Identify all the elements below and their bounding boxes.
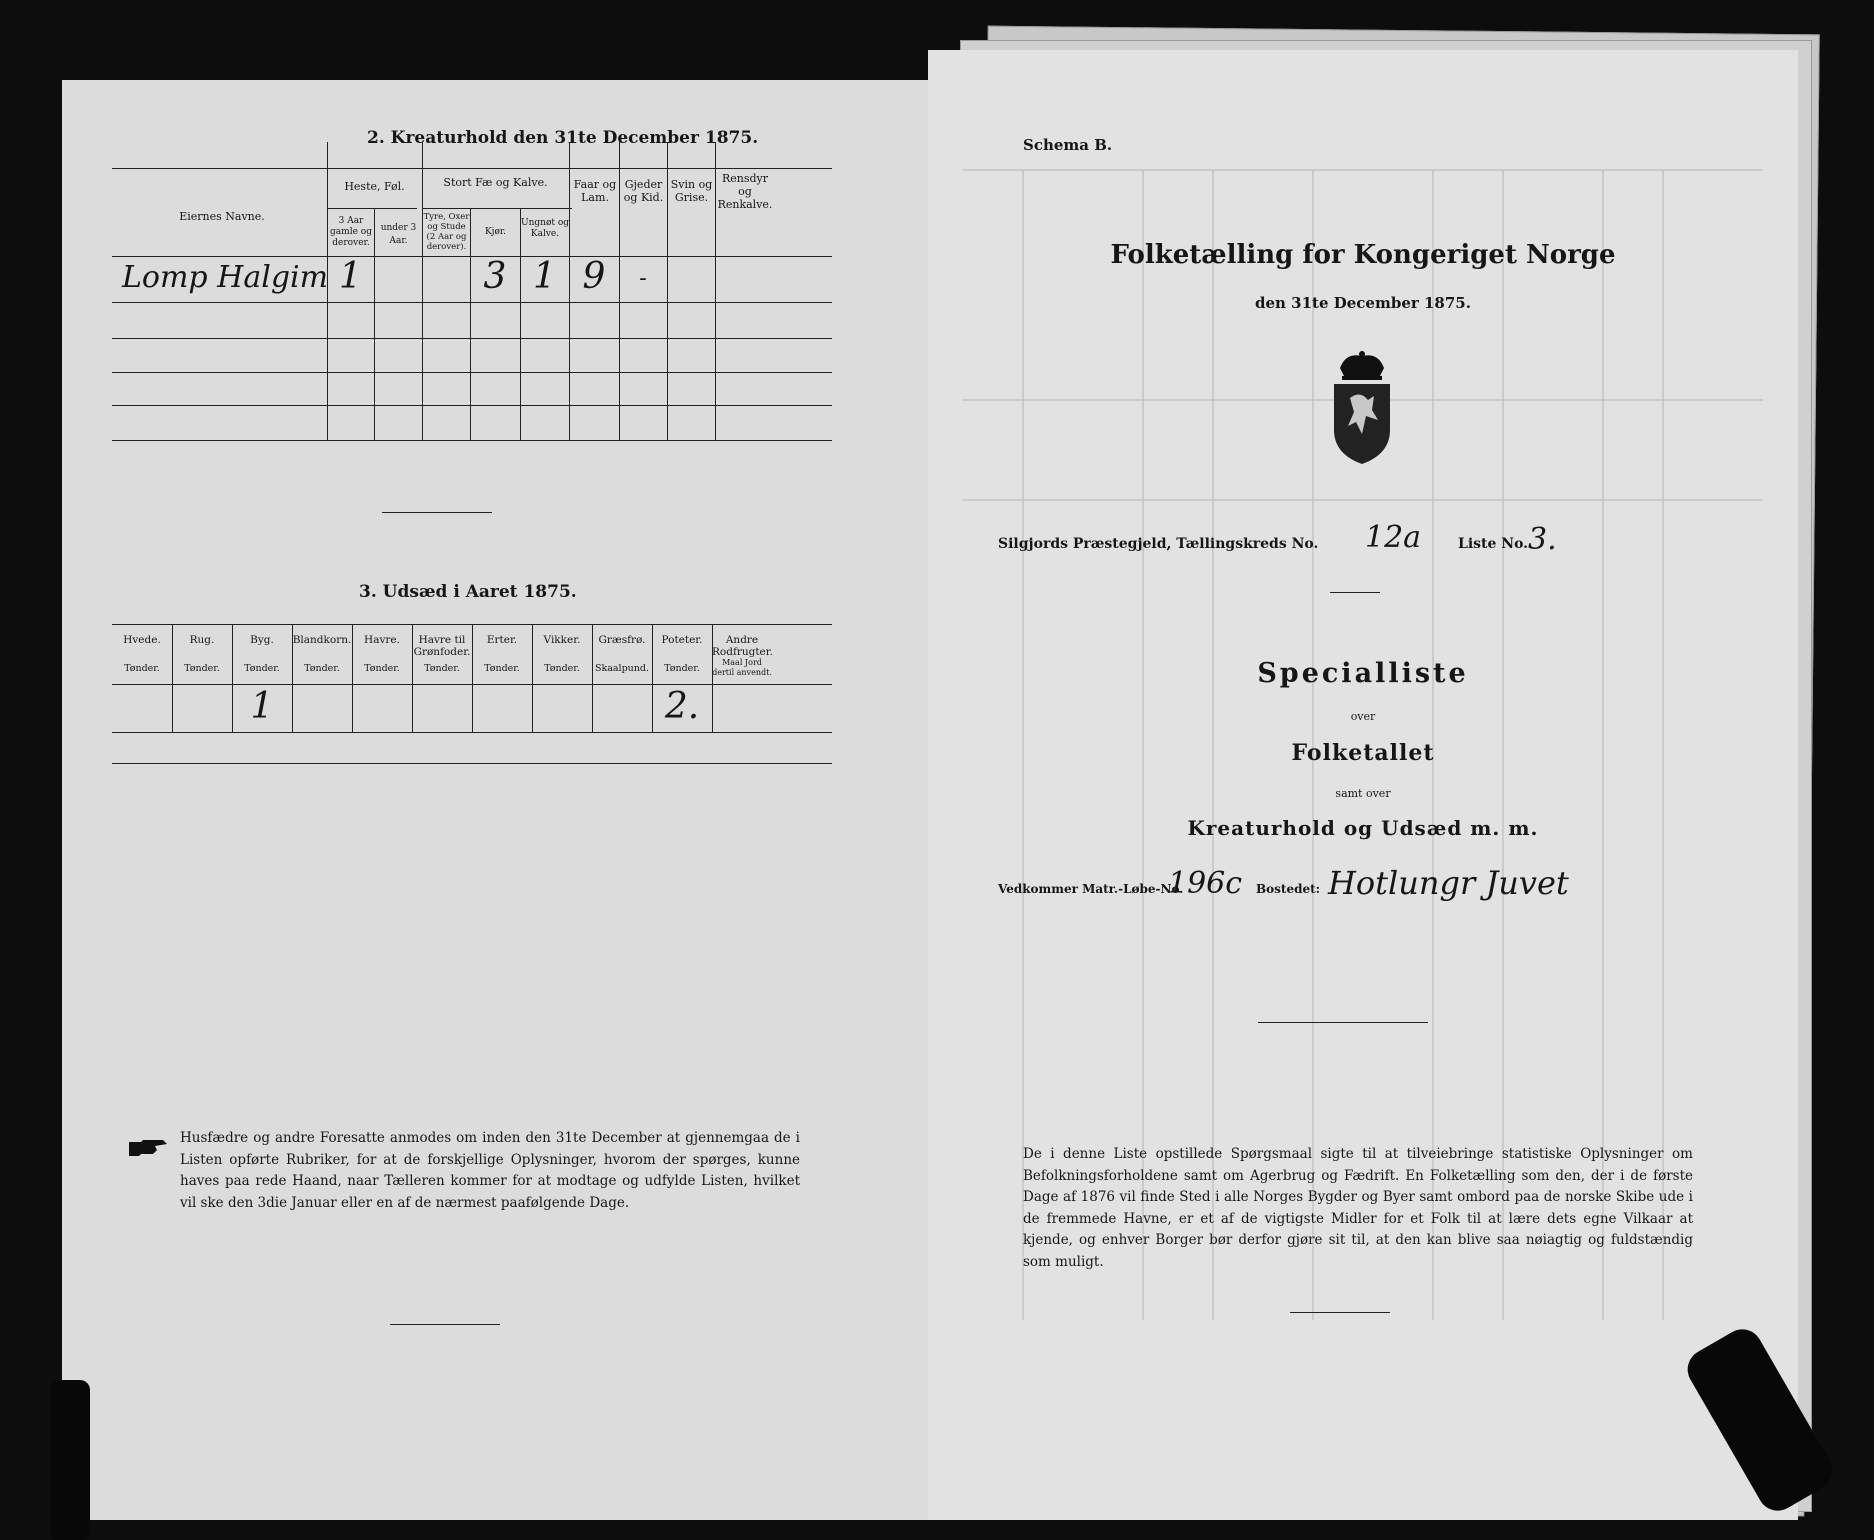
seed-col-header: Havre.	[364, 634, 400, 646]
seed-col-unit: Tønder.	[244, 663, 280, 674]
divider	[1290, 1312, 1390, 1313]
kreds-number: 12a	[1365, 520, 1422, 555]
notice-text: Husfædre og andre Foresatte anmodes om inden den 31te December at gjennemgaa de i Listen opførte Rubriker, for at de forskjellige Oplysninger, hvorom der spørges, kunne haves paa rede Haand, naar Tælleren kommer for at modtage og udfylde Listen, hvilket vil ske den 3die Januar eller en af de nærmest paafølgende Dage.	[180, 1130, 800, 1211]
seed-col-unit: Tønder.	[484, 663, 520, 674]
seed-col-value: 2.	[664, 686, 700, 727]
census-date: den 31te December 1875.	[1255, 294, 1471, 312]
seed-col-unit: Tønder.	[364, 663, 400, 674]
specialliste-heading: Specialliste	[1257, 658, 1469, 689]
divider	[1330, 592, 1380, 593]
horses-young-header: under 3 Aar.	[380, 223, 417, 246]
table-rule	[112, 405, 832, 406]
table-col-rule	[520, 208, 521, 440]
table-col-rule	[470, 208, 471, 440]
seed-col-header: Græsfrø.	[598, 634, 646, 646]
pigs-header: Svin og Grise.	[670, 178, 713, 204]
seed-col-value: 1	[250, 686, 274, 727]
young-cattle-header: Ungnøt og Kalve.	[521, 218, 570, 239]
sheep-value: 9	[582, 256, 606, 297]
binder-clip	[50, 1380, 90, 1540]
seed-col-header: Vikker.	[543, 634, 581, 646]
table-rule	[112, 168, 832, 169]
cows-value: 3	[483, 256, 507, 297]
page-end-rule	[112, 763, 832, 764]
reindeer-header: Rensdyr og Renkalve.	[717, 172, 773, 211]
cattle-header: Stort Fæ og Kalve.	[443, 176, 548, 189]
kreaturhold-heading: Kreaturhold og Udsæd m. m.	[1187, 816, 1539, 840]
horses-old-header: 3 Aar gamle og derover.	[330, 216, 372, 248]
section-divider	[382, 512, 492, 513]
owner-name: Lomp Halgim	[122, 260, 329, 295]
seed-title: 3. Udsæd i Aaret 1875.	[359, 582, 577, 602]
sheep-header: Faar og Lam.	[573, 178, 617, 204]
table-col-rule	[715, 142, 716, 440]
schema-label: Schema B.	[1023, 136, 1113, 154]
folketallet-heading: Folketallet	[1291, 740, 1435, 766]
horses-header: Heste, Føl.	[344, 180, 405, 193]
seed-col-header: Rug.	[189, 634, 215, 646]
seed-col-header: Erter.	[486, 634, 518, 646]
divider	[1258, 1022, 1428, 1023]
seed-col-unit: Tønder.	[184, 663, 220, 674]
seed-col-header: Poteter.	[661, 634, 703, 646]
prestegjeld-label: Silgjords Præstegjeld, Tællingskreds No.	[998, 536, 1319, 552]
seed-col-unit: Tønder.	[124, 663, 160, 674]
norway-coat-of-arms-icon	[1326, 350, 1398, 466]
table-rule	[112, 338, 832, 339]
left-page	[62, 80, 934, 1520]
seed-col-header: Andre Rodfrugter.	[712, 634, 773, 658]
table-rule	[112, 302, 832, 303]
samt-over-text: samt over	[1335, 787, 1391, 800]
goats-value: -	[639, 266, 647, 291]
seed-col-header: Havre til Grønfoder.	[413, 634, 471, 658]
seed-col-unit: Skaalpund.	[594, 663, 650, 674]
seed-rule	[112, 732, 832, 733]
goats-header: Gjeder og Kid.	[623, 178, 664, 204]
signature-rule	[390, 1324, 500, 1325]
owner-header: Eiernes Navne.	[179, 210, 265, 223]
seed-col-header: Blandkorn.	[292, 634, 352, 646]
cows-header: Kjør.	[484, 227, 507, 237]
matr-label: Vedkommer Matr.-Løbe-No.	[998, 882, 1184, 896]
table-rule	[112, 372, 832, 373]
over-text: over	[1350, 710, 1376, 723]
liste-number: 3.	[1528, 522, 1557, 557]
pointing-hand-icon	[127, 1138, 169, 1158]
seed-col-header: Byg.	[250, 634, 274, 646]
horses-old-value: 1	[339, 256, 362, 297]
seed-col-unit: Tønder.	[304, 663, 340, 674]
bostedet-value: Hotlungr Juvet	[1328, 864, 1569, 902]
table-rule	[327, 208, 417, 209]
instructions-text: De i denne Liste opstillede Spørgsmaal sigte til at tilveiebringe statistiske Oplysninger om Befolkningsforholdene samt om Agerbrug og Fædrift. En Folketælling som den, der i de første Dage af 1876 vil finde Sted i alle Norges Bygder og Byer samt ombord paa de norske Skibe ude i de fremmede Havne, er et af de vigtigste Midler for et Folk til at lære dets egne Vilkaar at kjende, og enhver Borger bør derfor gjøre sit til, at den kan blive saa nøiagtig og fuldstændig som muligt.	[1023, 1146, 1693, 1270]
liste-label: Liste No.	[1458, 536, 1529, 552]
bostedet-label: Bostedet:	[1256, 882, 1321, 896]
young-cattle-value: 1	[533, 256, 556, 297]
matr-number: 196c	[1168, 866, 1243, 901]
table-rule	[422, 208, 572, 209]
seed-col-unit: Tønder.	[544, 663, 580, 674]
seed-col-unit: Maal Jord dertil anvendt.	[712, 658, 772, 677]
bulls-header: Tyre, Oxer og Stude (2 Aar og derover).	[423, 212, 470, 252]
seed-col-unit: Tønder.	[424, 663, 460, 674]
census-title: Folketælling for Kongeriget Norge	[1110, 240, 1616, 270]
right-page	[928, 50, 1798, 1520]
seed-col-unit: Tønder.	[664, 663, 700, 674]
seed-col-header: Hvede.	[123, 634, 161, 646]
livestock-title: 2. Kreaturhold den 31te December 1875.	[367, 128, 759, 148]
table-rule	[112, 440, 832, 441]
